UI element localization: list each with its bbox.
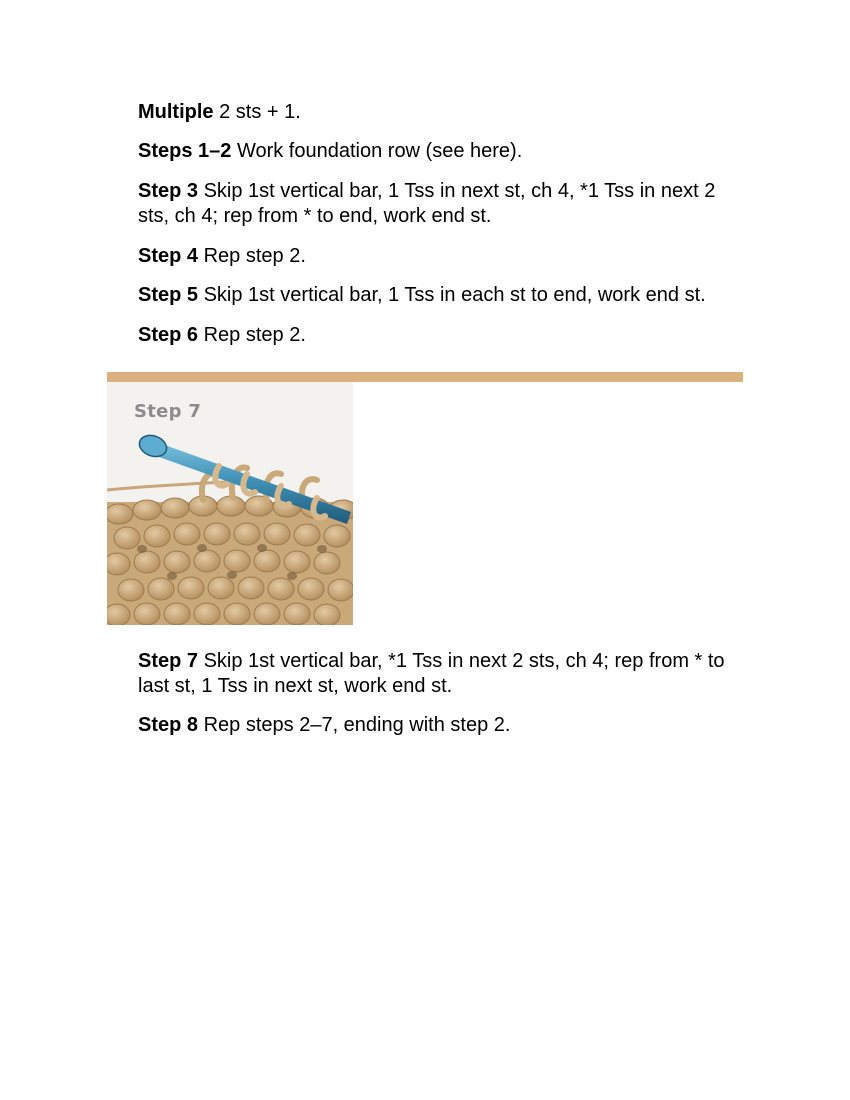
step-8-text: Rep steps 2–7, ending with step 2. xyxy=(198,714,511,736)
step-6-label: Step 6 xyxy=(138,324,199,346)
step-5-label: Step 5 xyxy=(138,284,199,306)
step-8-label: Step 8 xyxy=(138,714,199,736)
multiple-paragraph xyxy=(138,100,750,125)
step-7-text: Skip 1st vertical bar, *1 Tss in next 2 sts, ch 4; rep from * to last st, 1 Tss in next st, work end st. xyxy=(138,650,725,697)
steps-1-2-text: Work foundation row (see here). xyxy=(231,140,523,162)
step-8-paragraph xyxy=(138,713,750,738)
step-7-photo xyxy=(107,382,353,625)
step-4-text: Rep step 2. xyxy=(198,245,306,267)
photo-step-label: Step 7 xyxy=(134,401,202,422)
step-4-label: Step 4 xyxy=(138,245,199,267)
step-7-label: Step 7 xyxy=(138,650,199,672)
step-7-paragraph xyxy=(138,649,750,699)
step-5-text: Skip 1st vertical bar, 1 Tss in each st to end, work end st. xyxy=(198,284,706,306)
step-3-text: Skip 1st vertical bar, 1 Tss in next st, ch 4, *1 Tss in next 2 sts, ch 4; rep from * to end, work end st. xyxy=(138,180,716,227)
steps-1-2-label: Steps 1–2 xyxy=(138,140,232,162)
section-divider-rule xyxy=(107,372,743,382)
step-3-paragraph xyxy=(138,179,750,229)
step-3-label: Step 3 xyxy=(138,180,199,202)
step-6-paragraph xyxy=(138,323,750,348)
step-5-paragraph xyxy=(138,283,750,308)
multiple-text: 2 sts + 1. xyxy=(213,101,301,123)
step-6-text: Rep step 2. xyxy=(198,324,306,346)
multiple-label: Multiple xyxy=(138,101,214,123)
step-4-paragraph xyxy=(138,244,750,269)
steps-1-2-paragraph xyxy=(138,139,750,164)
